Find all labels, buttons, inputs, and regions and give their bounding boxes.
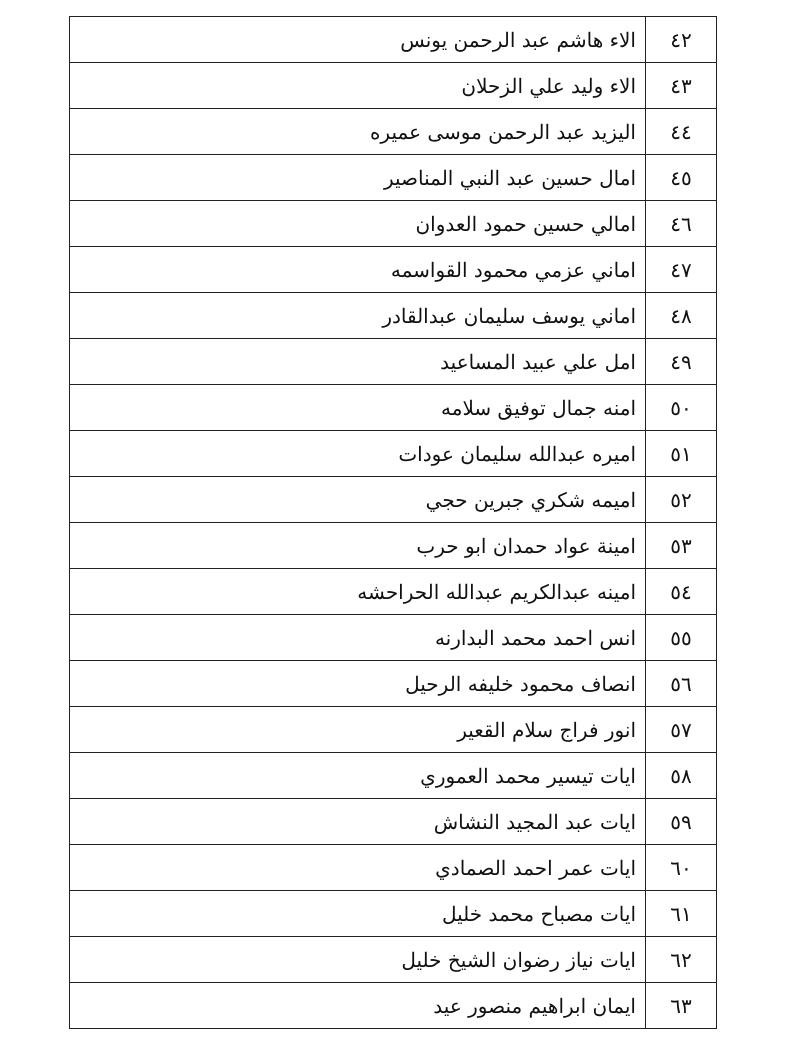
row-number: ٦٣	[646, 983, 717, 1029]
row-number: ٥٨	[646, 753, 717, 799]
table-row	[70, 201, 717, 247]
row-number: ٥٩	[646, 799, 717, 845]
table-row	[70, 339, 717, 385]
row-number: ٥٥	[646, 615, 717, 661]
row-number: ٤٥	[646, 155, 717, 201]
row-name: اماني عزمي محمود القواسمه	[70, 247, 646, 293]
table-row	[70, 293, 717, 339]
row-name: اميره عبدالله سليمان عودات	[70, 431, 646, 477]
table-row	[70, 845, 717, 891]
row-name: ايمان ابراهيم منصور عيد	[70, 983, 646, 1029]
table-row	[70, 385, 717, 431]
table-row	[70, 937, 717, 983]
table-row	[70, 63, 717, 109]
table-row	[70, 17, 717, 63]
table-row	[70, 983, 717, 1029]
table-row	[70, 569, 717, 615]
row-name: ايات نياز رضوان الشيخ خليل	[70, 937, 646, 983]
row-number: ٤٤	[646, 109, 717, 155]
table-row	[70, 247, 717, 293]
row-number: ٤٣	[646, 63, 717, 109]
table-row	[70, 891, 717, 937]
row-number: ٤٦	[646, 201, 717, 247]
row-name: الاء وليد علي الزحلان	[70, 63, 646, 109]
row-name: امل علي عبيد المساعيد	[70, 339, 646, 385]
names-table-container	[69, 16, 717, 1029]
table-row	[70, 615, 717, 661]
row-number: ٤٩	[646, 339, 717, 385]
row-number: ٦٠	[646, 845, 717, 891]
table-row	[70, 477, 717, 523]
table-row	[70, 799, 717, 845]
row-number: ٤٧	[646, 247, 717, 293]
row-name: ايات مصباح محمد خليل	[70, 891, 646, 937]
row-number: ٥٧	[646, 707, 717, 753]
row-name: الاء هاشم عبد الرحمن يونس	[70, 17, 646, 63]
names-table-body	[70, 17, 717, 1029]
row-name: انس احمد محمد البدارنه	[70, 615, 646, 661]
names-table	[69, 16, 717, 1029]
table-row	[70, 523, 717, 569]
row-number: ٥٤	[646, 569, 717, 615]
table-row	[70, 707, 717, 753]
row-number: ٥٣	[646, 523, 717, 569]
row-name: امال حسين عبد النبي المناصير	[70, 155, 646, 201]
row-name: اميمه شكري جبرين حجي	[70, 477, 646, 523]
row-name: امالي حسين حمود العدوان	[70, 201, 646, 247]
table-row	[70, 753, 717, 799]
row-name: اماني يوسف سليمان عبدالقادر	[70, 293, 646, 339]
row-name: ايات تيسير محمد العموري	[70, 753, 646, 799]
row-number: ٥٠	[646, 385, 717, 431]
table-row	[70, 155, 717, 201]
table-row	[70, 661, 717, 707]
row-name: انصاف محمود خليفه الرحيل	[70, 661, 646, 707]
row-name: امنه جمال توفيق سلامه	[70, 385, 646, 431]
row-name: اليزيد عبد الرحمن موسى عميره	[70, 109, 646, 155]
row-name: ايات عبد المجيد النشاش	[70, 799, 646, 845]
row-name: امينة عواد حمدان ابو حرب	[70, 523, 646, 569]
row-number: ٦٢	[646, 937, 717, 983]
table-row	[70, 431, 717, 477]
row-number: ٥٦	[646, 661, 717, 707]
row-name: ايات عمر احمد الصمادي	[70, 845, 646, 891]
row-name: انور فراج سلام القعير	[70, 707, 646, 753]
row-number: ٤٨	[646, 293, 717, 339]
row-number: ٤٢	[646, 17, 717, 63]
row-number: ٥٢	[646, 477, 717, 523]
row-name: امينه عبدالكريم عبدالله الحراحشه	[70, 569, 646, 615]
row-number: ٦١	[646, 891, 717, 937]
table-row	[70, 109, 717, 155]
row-number: ٥١	[646, 431, 717, 477]
